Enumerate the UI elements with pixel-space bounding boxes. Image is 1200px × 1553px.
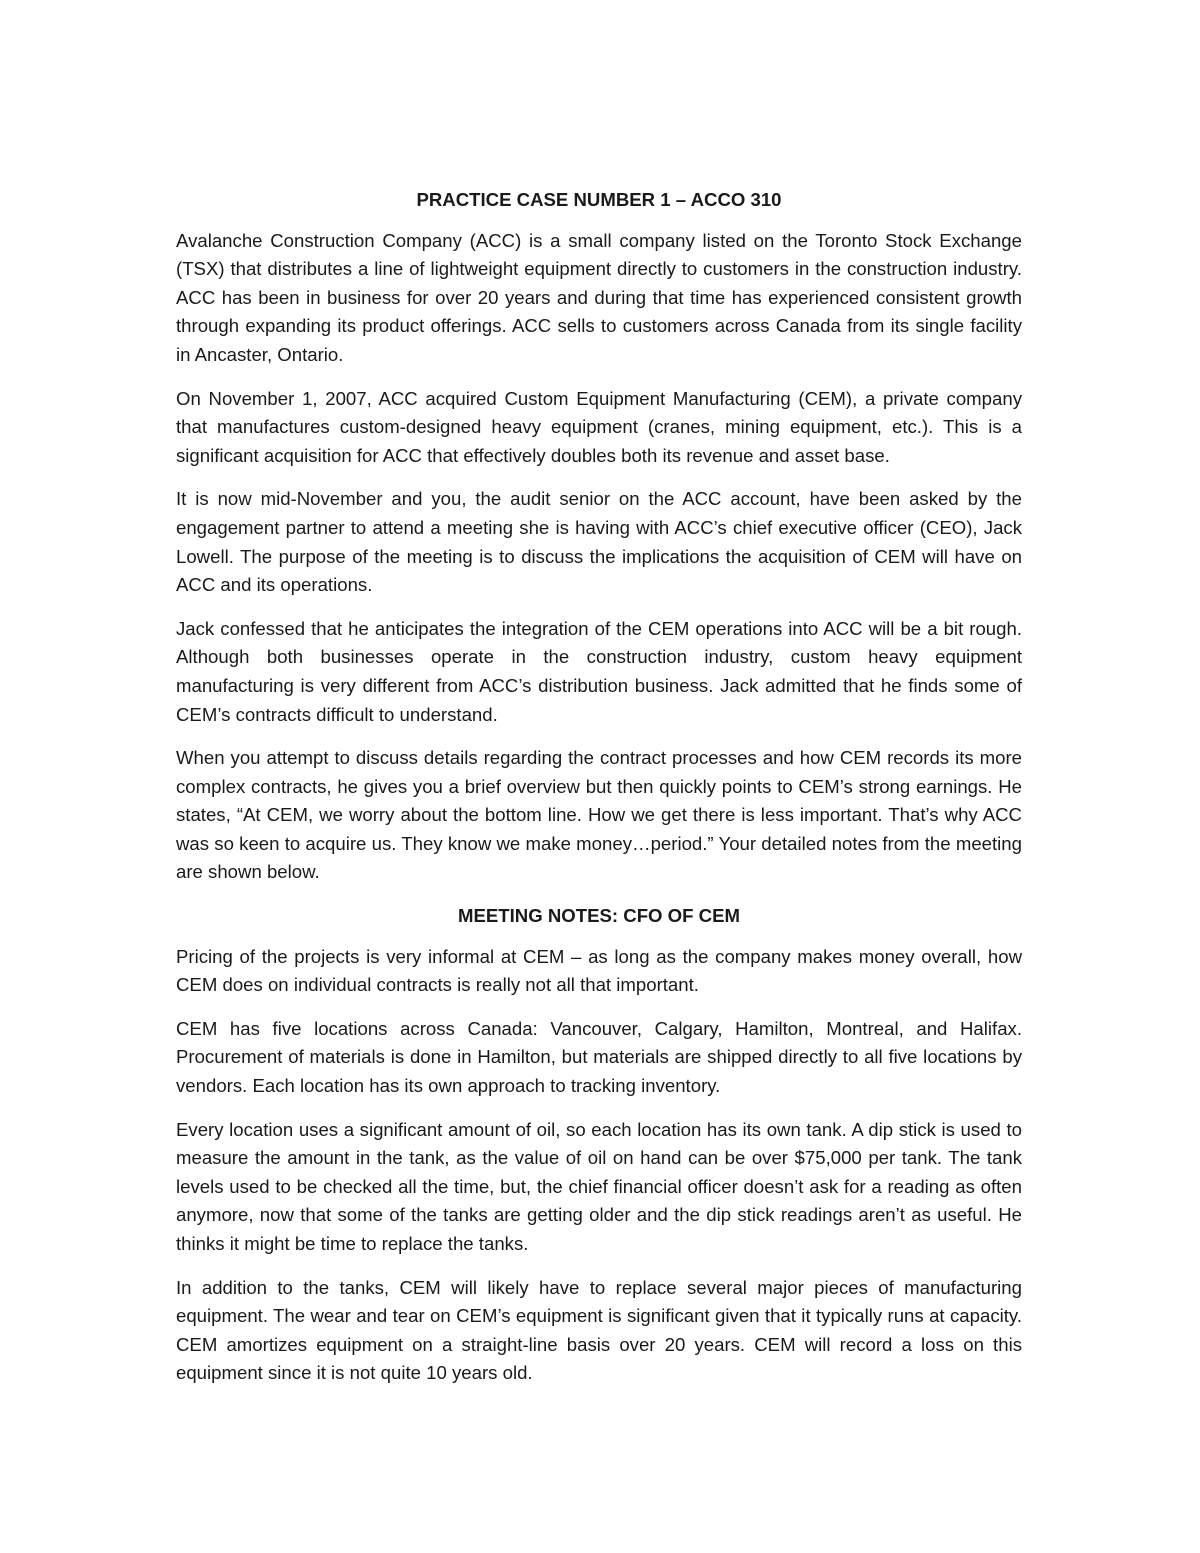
notes-paragraph: In addition to the tanks, CEM will likely have to replace several major pieces of manufacturing equipment. The wear and tear on CEM’s equipment is significant given that it typically runs at capacity. CEM amortizes equipment on a straight-line basis over 20 years. CEM will record a loss on this equipment since it is not quite 10 years old. (176, 1276, 1022, 1384)
intro-paragraph: It is now mid-November and you, the audit senior on the ACC account, have been asked by the engagement partner to attend a meeting she is having with ACC’s chief executive officer (CEO), Jack Lowell. The purpose of the meeting is to discuss the implications the acquisition of CEM will have on ACC and its operations. (176, 488, 1022, 596)
intro-paragraph: On November 1, 2007, ACC acquired Custom Equipment Manufacturing (CEM), a private company that manufactures custom-designed heavy equipment (cranes, mining equipment, etc.). This is a significant acquisition for ACC that effectively doubles both its revenue and asset base. (176, 387, 1022, 466)
intro-paragraph: Avalanche Construction Company (ACC) is a small company listed on the Toronto Stock Exchange (TSX) that distributes a line of lightweight equipment directly to customers in the construction industry. ACC has been in business for over 20 years and during that time has experienced consistent growth through expanding its product offerings. ACC sells to customers across Canada from its single facility in Ancaster, Ontario. (176, 229, 1022, 365)
meeting-notes-heading: MEETING NOTES: CFO OF CEM (457, 905, 740, 927)
document-page (176, 186, 1022, 1403)
document-title: PRACTICE CASE NUMBER 1 – ACCO 310 (416, 189, 782, 210)
intro-paragraph: Jack confessed that he anticipates the integration of the CEM operations into ACC will be a bit rough. Although both businesses operate in the construction industry, custom heavy equipment manufacturing is very different from ACC’s distribution business. Jack admitted that he finds some of CEM’s contracts difficult to understand. (176, 617, 1022, 725)
notes-paragraph: CEM has five locations across Canada: Vancouver, Calgary, Hamilton, Montreal, and Halifax. Procurement of materials is done in Hamilton, but materials are shipped directly to all five locations by vendors. Each location has its own approach to tracking inventory. (176, 1017, 1022, 1097)
intro-paragraph: When you attempt to discuss details regarding the contract processes and how CEM records its more complex contracts, he gives you a brief overview but then quickly points to CEM’s strong earnings. He states, “At CEM, we worry about the bottom line. How we get there is less important. That’s why ACC was so keen to acquire us. They know we make money…period.” Your detailed notes from the meeting are shown below. (176, 747, 1022, 883)
notes-paragraph: Pricing of the projects is very informal at CEM – as long as the company makes money overall, how CEM does on individual contracts is really not all that important. (176, 945, 1022, 996)
notes-paragraph: Every location uses a significant amount of oil, so each location has its own tank. A dip stick is used to measure the amount in the tank, as the value of oil on hand can be over $75,000 per tank. The tank levels used to be checked all the time, but, the chief financial officer doesn’t ask for a reading as often anymore, now that some of the tanks are getting older and the dip stick readings aren’t as useful. He thinks it might be time to replace the tanks. (176, 1118, 1022, 1254)
